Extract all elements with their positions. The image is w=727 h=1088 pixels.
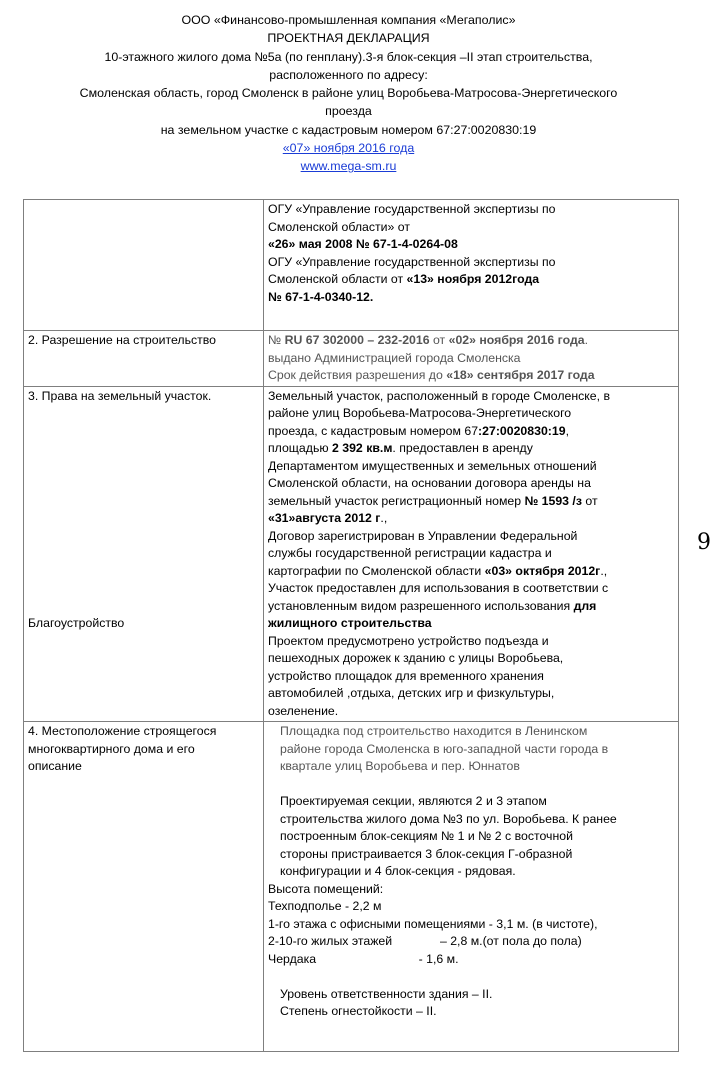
land-line: площадью [268, 441, 332, 455]
page-number: 9 [697, 530, 711, 555]
table-row [24, 331, 679, 387]
land-line: Договор зарегистрирован в Управлении Федеральной [268, 528, 578, 543]
land-label: 3. Права на земельный участок. [28, 388, 212, 403]
date-link[interactable]: «07» ноября 2016 года [282, 141, 415, 156]
expertise-line: ОГУ «Управление государственной экспертизы по [268, 202, 556, 216]
location-cell [264, 722, 679, 1052]
project-line: строительства жилого дома №3 по ул. Воробьева. К ранее [280, 811, 617, 826]
expertise-line: Смоленской области от [268, 272, 407, 286]
expertise-number-2: № 67-1-4-0340-12. [268, 289, 374, 304]
declaration-table [23, 199, 679, 1052]
land-line: проезда, с кадастровым номером 67 [268, 423, 479, 438]
document-title: ПРОЕКТНАЯ ДЕКЛАРАЦИЯ [267, 31, 430, 46]
project-line: Проектируемая секции, являются 2 и 3 этапом [280, 794, 547, 808]
height-line: 2-10-го жилых этажей – 2,8 м.(от пола до пола) [268, 934, 582, 948]
land-line: службы государственной регистрации кадастра и [268, 546, 552, 560]
lease-date: «31»августа 2012 г [268, 511, 381, 525]
land-line: ., [380, 511, 388, 525]
land-line: Смоленской области, на основании договора аренды на [268, 476, 591, 490]
land-label-cell [24, 386, 264, 722]
land-line: Земельный участок, расположенный в городе Смоленске, в [268, 388, 610, 403]
location-label-cell [24, 722, 264, 1052]
document-header [0, 11, 697, 176]
landscaping-line: автомобилей ,отдыха, детских игр и физкультуры, [268, 686, 555, 700]
land-line: земельный участок регистрационный номер [268, 493, 525, 508]
location-label: 4. Местоположение строящегося [28, 724, 217, 738]
heights-heading: Высота помещений: [268, 881, 384, 896]
header-line-address: Смоленская область, город Смоленск в районе улиц Воробьева-Матросова-Энергетического [79, 86, 618, 101]
land-area: 2 392 кв.м [332, 441, 393, 455]
header-line-passage: проезда [325, 104, 372, 119]
landscaping-line: устройство площадок для временного хранения [268, 668, 544, 683]
expertise-line: ОГУ «Управление государственной экспертизы по [268, 254, 556, 269]
landscaping-line: озеленение. [268, 703, 339, 718]
project-line: построенным блок-секциям № 1 и № 2 с восточной [280, 829, 573, 843]
expertise-cell [264, 200, 679, 331]
location-line: квартале улиц Воробьева и пер. Юннатов [280, 759, 520, 773]
website-link[interactable]: www.mega-sm.ru [300, 159, 397, 174]
registration-date: «03» октября 2012г [484, 563, 601, 578]
responsibility-level: Уровень ответственности здания – II. [280, 986, 493, 1001]
location-line: районе города Смоленска в юго-западной части города в [280, 741, 609, 756]
land-cell [264, 386, 679, 722]
project-line: конфигурации и 4 блок-секция - рядовая. [280, 864, 516, 878]
land-line: картографии по Смоленской области [268, 563, 485, 578]
land-line: Департаментом имущественных и земельных отношений [268, 458, 597, 473]
permit-cell [264, 331, 679, 387]
location-label: описание [28, 759, 82, 773]
permit-expiry: «18» сентября 2017 года [446, 368, 595, 382]
land-line: районе улиц Воробьева-Матросова-Энергетического [268, 406, 572, 420]
permit-text: . [584, 333, 589, 347]
table-row [24, 386, 679, 722]
row-label-empty [24, 200, 264, 331]
table-row [24, 200, 679, 331]
land-line: от [581, 493, 598, 508]
header-line-cadastral: на земельном участке с кадастровым номером 67:27:0020830:19 [160, 122, 537, 137]
location-line: Площадка под строительство находится в Ленинском [280, 724, 588, 738]
permit-text: от [429, 333, 449, 347]
expertise-line: Смоленской области» от [268, 219, 410, 234]
fire-resistance: Степень огнестойкости – II. [280, 1004, 437, 1018]
land-line: ., [600, 563, 608, 578]
permit-number: RU 67 302000 – 232-2016 [284, 333, 430, 347]
permit-issuer: выдано Администрацией города Смоленска [268, 350, 521, 365]
permit-label: 2. Разрешение на строительство [24, 331, 264, 387]
permit-text: № [268, 333, 285, 347]
land-line: , [565, 423, 569, 438]
lease-number: № 1593 /з [524, 493, 582, 508]
expertise-number-1: «26» мая 2008 № 67-1-4-0264-08 [268, 237, 458, 251]
header-line-located: расположенного по адресу: [269, 67, 428, 82]
land-use: для [573, 598, 597, 613]
landscaping-line: пешеходных дорожек к зданию с улицы Воробьева, [268, 651, 564, 665]
land-line: Участок предоставлен для использования в соответствии с [268, 581, 609, 595]
landscaping-line: Проектом предусмотрено устройство подъезда и [268, 633, 549, 648]
height-line: Чердака - 1,6 м. [268, 951, 459, 966]
land-line: установленным видом разрешенного использования [268, 598, 574, 613]
expertise-date-2: «13» ноября 2012года [406, 272, 540, 286]
permit-date: «02» ноября 2016 года [448, 333, 585, 347]
land-use: жилищного строительства [268, 616, 432, 630]
height-line: Техподполье - 2,2 м [268, 899, 382, 913]
project-line: стороны пристраивается 3 блок-секция Г-образной [280, 846, 573, 861]
location-label: многоквартирного дома и его [28, 741, 195, 756]
table-row [24, 722, 679, 1052]
permit-text: Срок действия разрешения до [268, 368, 447, 382]
height-line: 1-го этажа с офисными помещениями - 3,1 м. (в чистоте), [268, 916, 598, 931]
landscaping-label: Благоустройство [28, 616, 125, 630]
land-line: . предоставлен в аренду [392, 441, 533, 455]
company-name: ООО «Финансово-промышленная компания «Мегаполис» [181, 13, 516, 27]
cadastral-number: :27:0020830:19 [478, 423, 566, 438]
header-line-building: 10-этажного жилого дома №5а (по генплану).3-я блок-секция –II этап строительства, [104, 49, 593, 64]
